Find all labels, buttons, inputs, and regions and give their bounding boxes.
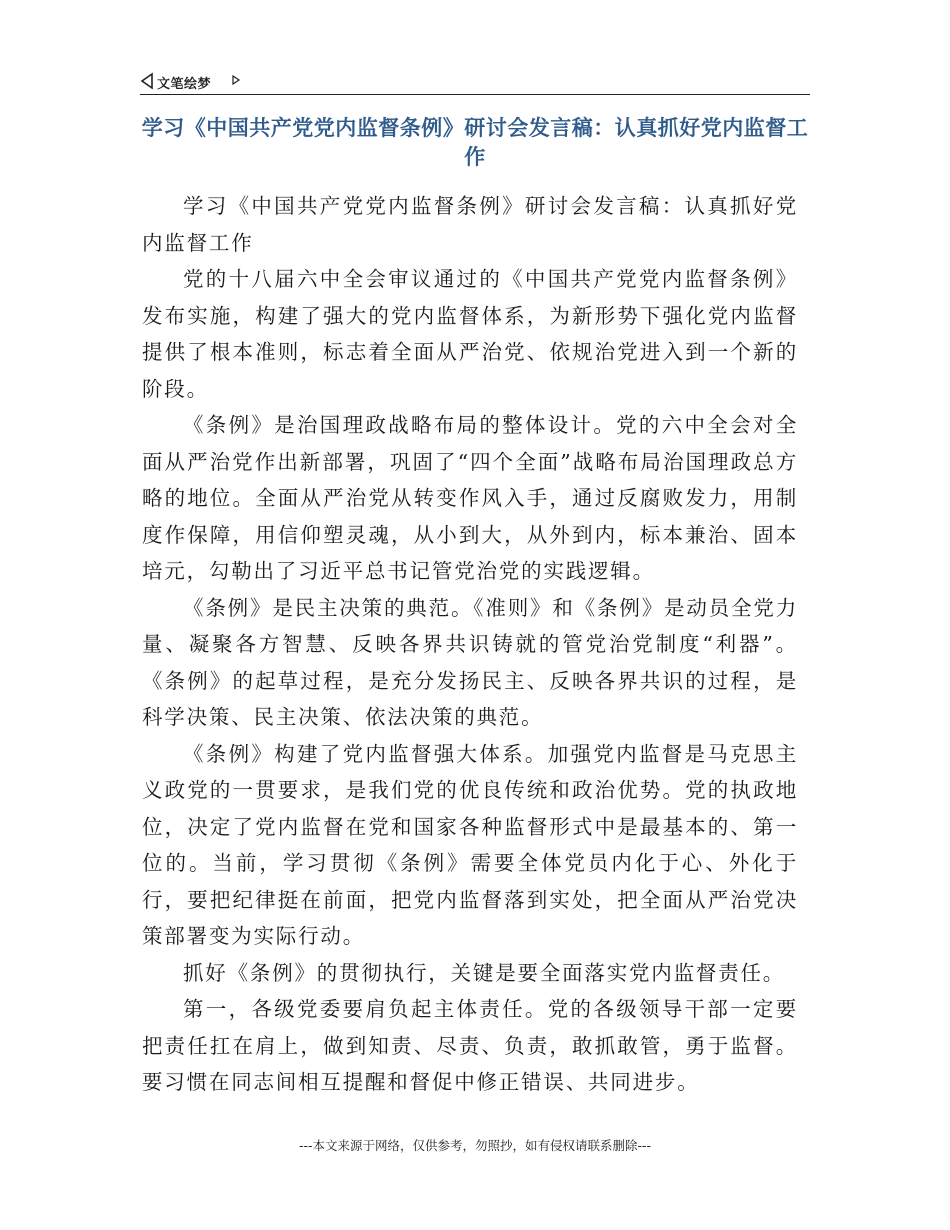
triangle-left-icon (140, 72, 154, 90)
paragraph: 《条例》是民主决策的典范。《准则》和《条例》是动员全党力量、凝聚各方智慧、反映各界共识铸就的管党治党制度“利器”。《条例》的起草过程，是充分发扬民主、反映各界共识的过程，是科学决策、民主决策、依法决策的典范。 (142, 595, 798, 729)
page-header (140, 70, 810, 95)
triangle-right-icon (231, 74, 241, 86)
paragraph: 学习《中国共产党党内监督条例》研讨会发言稿：认真抓好党内监督工作 (142, 194, 798, 255)
paragraph: 党的十八届六中全会审议通过的《中国共产党党内监督条例》发布实施，构建了强大的党内监督体系，为新形势下强化党内监督提供了根本准则，标志着全面从严治党、依规治党进入到一个新的阶段。 (142, 267, 798, 401)
header-brand: 文笔绘梦 (157, 77, 212, 92)
paragraph: 抓好《条例》的贯彻执行，关键是要全面落实党内监督责任。 (183, 960, 786, 985)
document-title: 学习《中国共产党党内监督条例》研讨会发言稿：认真抓好党内监督工作 (141, 116, 809, 169)
paragraph: 《条例》构建了党内监督强大体系。加强党内监督是马克思主义政党的一贯要求，是我们党的优良传统和政治优势。党的执政地位，决定了党内监督在党和国家各种监督形式中是最基本的、第一位的。当前，学习贯彻《条例》需要全体党员内化于心、外化于行，要把纪律挺在前面，把党内监督落到实处，把全面从严治党决策部署变为实际行动。 (142, 741, 798, 948)
footer-notice: ---本文来源于网络，仅供参考，勿照抄，如有侵权请联系删除--- (298, 1138, 652, 1153)
paragraph: 《条例》是治国理政战略布局的整体设计。党的六中全会对全面从严治党作出新部署，巩固了“四个全面”战略布局治国理政总方略的地位。全面从严治党从转变作风入手，通过反腐败发力，用制度作保障，用信仰塑灵魂，从小到大，从外到内，标本兼治、固本培元，勾勒出了习近平总书记管党治党的实践逻辑。 (142, 413, 798, 583)
paragraph: 第一，各级党委要肩负起主体责任。党的各级领导干部一定要把责任扛在肩上，做到知责、尽责、负责，敢抓敢管，勇于监督。要习惯在同志间相互提醒和督促中修正错误、共同进步。 (142, 997, 798, 1094)
document-body (142, 188, 798, 1101)
